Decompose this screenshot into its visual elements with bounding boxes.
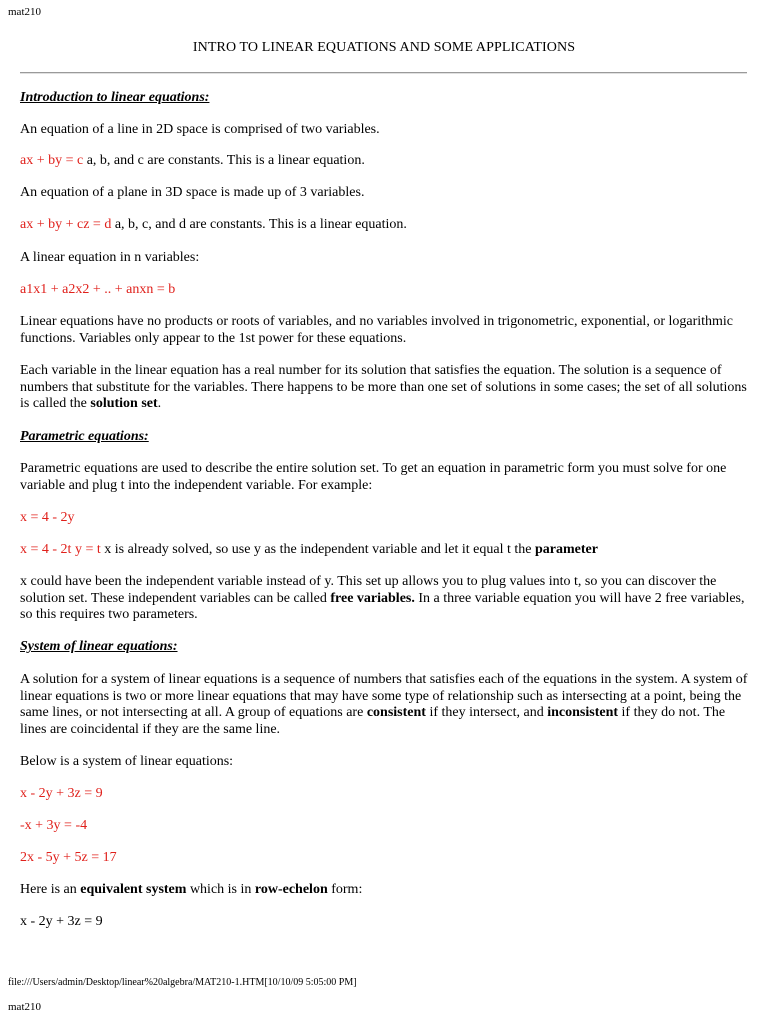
section-heading-intro: Introduction to linear equations:	[20, 90, 210, 105]
paragraph	[20, 882, 748, 899]
equation: ax + by = c	[20, 153, 84, 168]
text: In a three variable equation you will have 2 free variables, so this requires two parameters.	[20, 590, 745, 622]
paragraph: An equation of a plane in 3D space is made up of 3 variables.	[20, 185, 365, 200]
equation: x - 2y + 3z = 9	[20, 786, 103, 801]
text: .	[157, 396, 162, 411]
paragraph	[20, 574, 748, 624]
equation: 2x - 5y + 5z = 17	[20, 850, 117, 865]
equation-line	[20, 153, 748, 170]
equation: x - 2y + 3z = 9	[20, 914, 103, 929]
text: A solution for a system of linear equations is a sequence of numbers that satisfies each of the equations in the system. A system of linear equations is two or more linear equations that may have some type of relationship such as intersecting at a point, being the same lines, or not intersecting at all. A group of equations are	[20, 672, 748, 720]
term-free-variables: free variables.	[330, 590, 415, 606]
paragraph: Linear equations have no products or roots of variables, and no variables involved in trigonometric, exponential, or logarithmic functions. Variables only appear to the 1st power for these equations.	[20, 314, 734, 346]
section-heading-parametric: Parametric equations:	[20, 429, 149, 444]
text: which is in	[186, 882, 255, 897]
text: if they do not. The lines are coincidental if they are the same line.	[20, 705, 726, 737]
text: x could have been the independent variable instead of y. This set up allows you to plug values into t, so you can discover the solution set. These independent variables can be called	[20, 574, 717, 606]
footer-tag: mat210	[8, 1001, 41, 1013]
section-heading-system: System of linear equations:	[20, 639, 178, 654]
text: if they intersect, and	[425, 705, 548, 720]
equation-line	[20, 217, 748, 234]
equation: x = 4 - 2t y = t	[20, 542, 101, 557]
paragraph: A linear equation in n variables:	[20, 250, 200, 265]
paragraph: Below is a system of linear equations:	[20, 754, 234, 769]
equation: a1x1 + a2x2 + .. + anxn = b	[20, 282, 176, 297]
paragraph	[20, 672, 748, 738]
equation-note: a, b, c, and d are constants. This is a linear equation.	[111, 217, 407, 232]
equation: -x + 3y = -4	[20, 818, 88, 833]
equation-line	[20, 542, 748, 559]
text: form:	[327, 882, 363, 897]
paragraph: Parametric equations are used to describe the entire solution set. To get an equation in parametric form you must solve for one variable and plug t into the independent variable. For example:	[20, 461, 727, 493]
equation: ax + by + cz = d	[20, 217, 112, 232]
term-consistent: consistent	[366, 705, 426, 720]
equation: x = 4 - 2y	[20, 510, 75, 525]
paragraph	[20, 363, 748, 413]
text: Here is an	[20, 882, 81, 897]
term-parameter: parameter	[535, 542, 598, 557]
equation-note: x is already solved, so use y as the independent variable and let it equal t the	[100, 542, 535, 557]
term-row-echelon: row-echelon	[254, 882, 328, 897]
equation-note: a, b, and c are constants. This is a linear equation.	[83, 153, 365, 168]
term-inconsistent: inconsistent	[547, 705, 619, 720]
term-equivalent-system: equivalent system	[80, 882, 187, 897]
horizontal-rule	[20, 72, 747, 74]
page-header-tag: mat210	[8, 6, 41, 18]
term-solution-set: solution set	[90, 396, 158, 411]
text: Each variable in the linear equation has a real number for its solution that satisfies the equation. The solution is a sequence of numbers that substitute for the variables. There happens to be more than one set of solutions in some cases; the set of all solutions is called the	[20, 363, 747, 411]
page-title: INTRO TO LINEAR EQUATIONS AND SOME APPLICATIONS	[192, 40, 576, 55]
footer-file-path: file:///Users/admin/Desktop/linear%20algebra/MAT210-1.HTM[10/10/09 5:05:00 PM]	[8, 977, 357, 988]
paragraph: An equation of a line in 2D space is comprised of two variables.	[20, 122, 380, 137]
